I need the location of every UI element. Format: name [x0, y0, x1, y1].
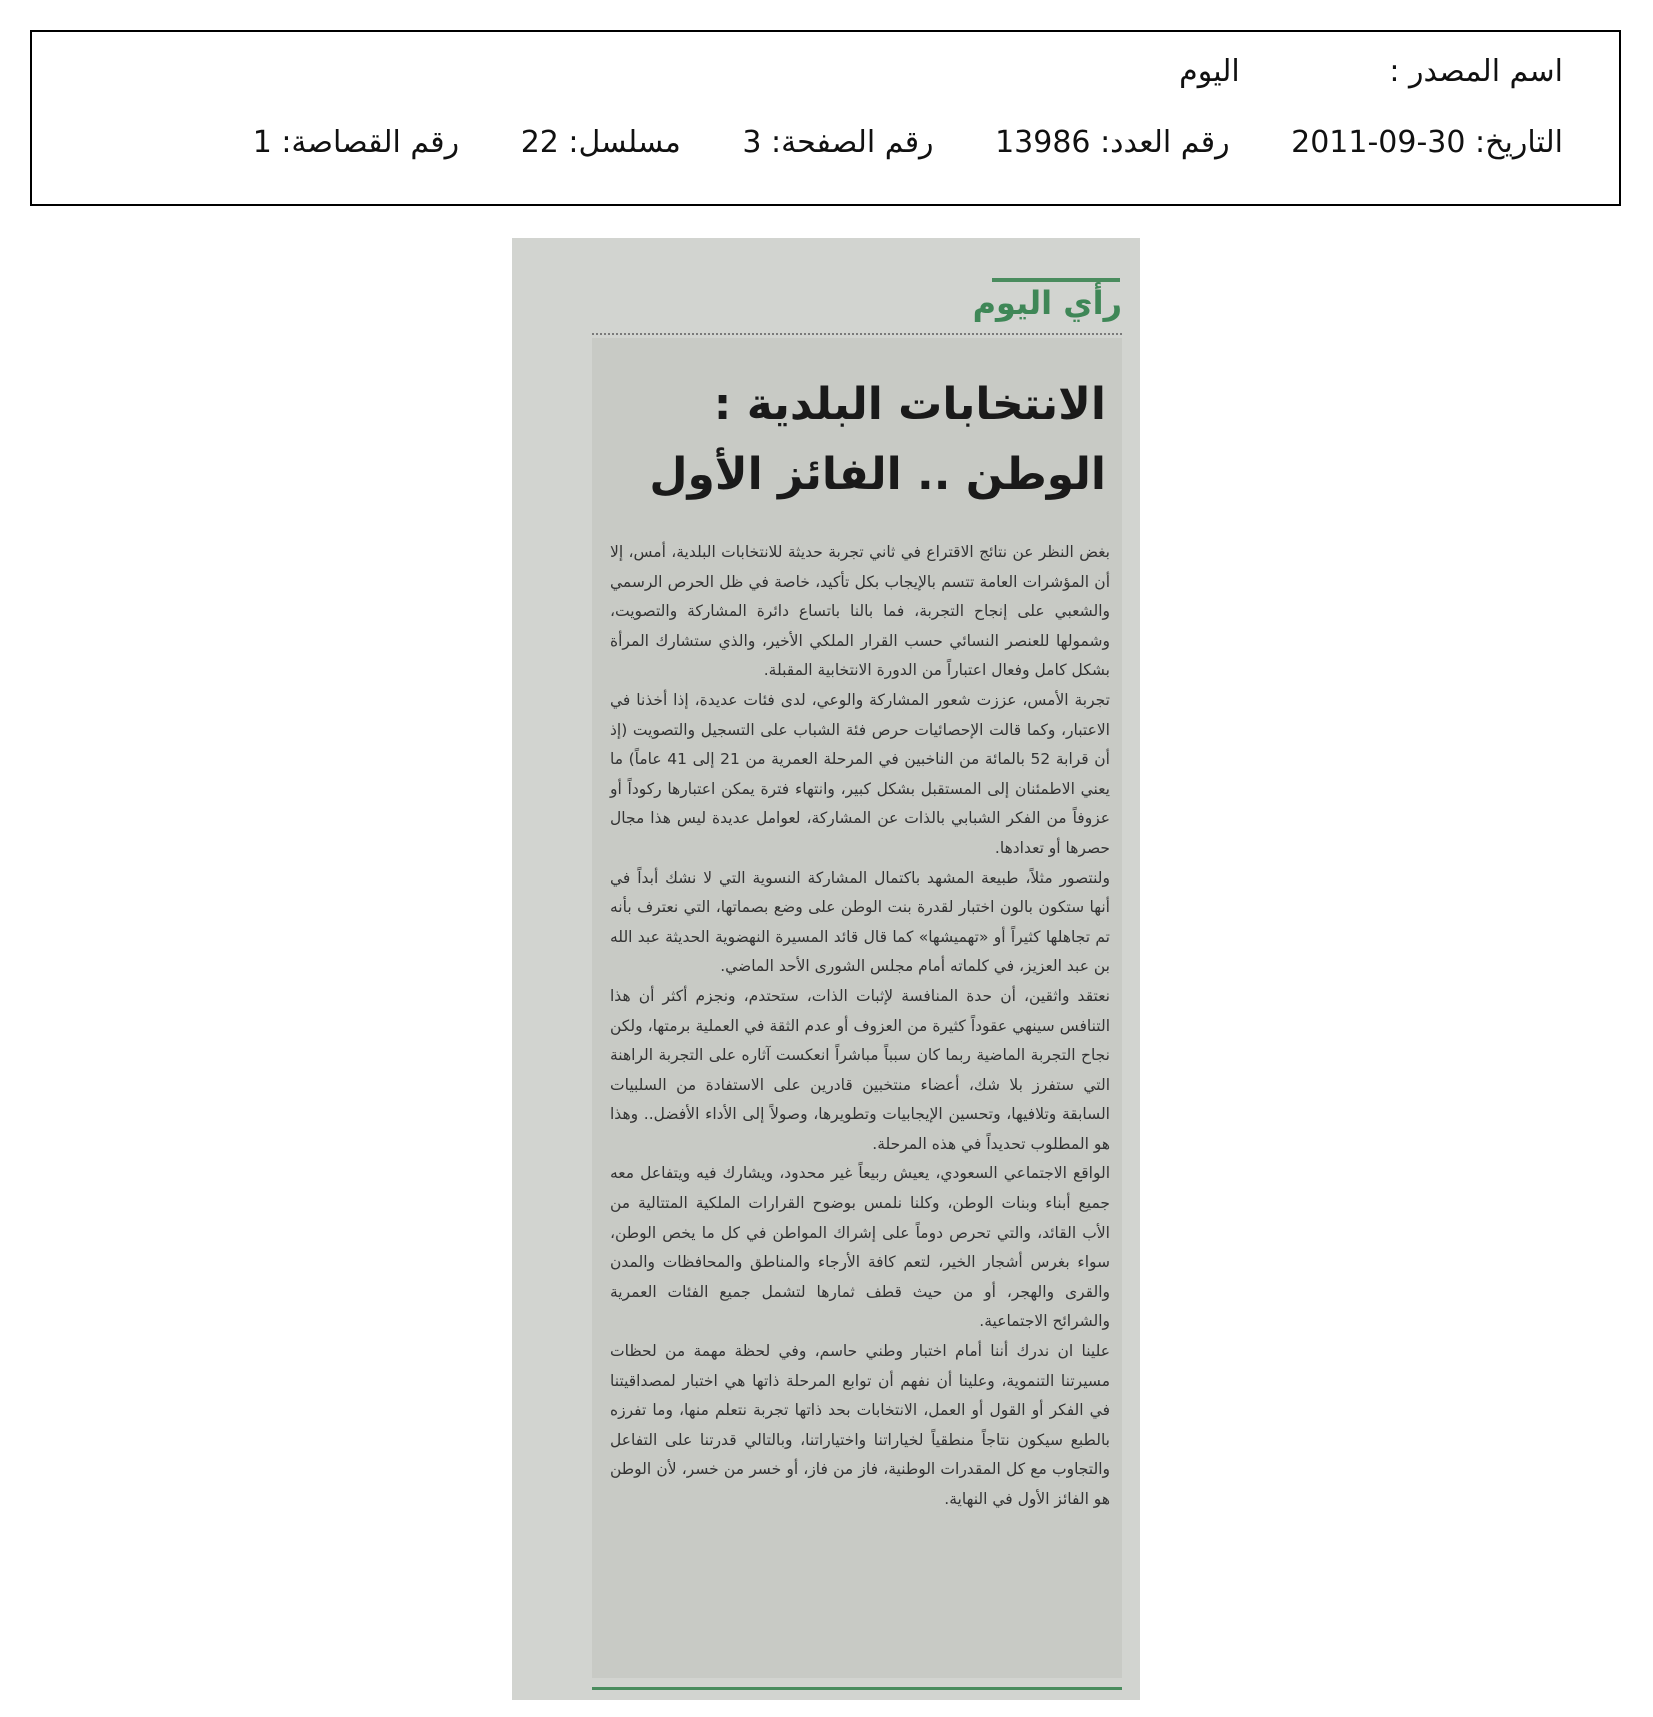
serial-field: [521, 125, 681, 160]
article-body: [610, 538, 1110, 1515]
clip-label: رقم القصاصة:: [281, 125, 460, 160]
page-label: رقم الصفحة:: [770, 125, 934, 160]
issue-field: [995, 125, 1229, 160]
article-paragraph: نعتقد واثقين، أن حدة المنافسة لإثبات الذات، ستحتدم، ونجزم أكثر أن هذا التنافس سينهي عقوداً كثيرة من العزوف أو عدم الثقة في العملية برمتها، ولكن نجاح التجربة الماضية ربما كان سبباً مباشراً انعكست آثاره على التجربة الراهنة التي ستفرز بلا شك، أعضاء منتخبين قادرين على الاستفادة من السلبيات السابقة وتلافيها، وتحسين الإيجابيات وتطويرها، وصولاً إلى الأداء الأفضل.. وهذا هو المطلوب تحديداً في هذه المرحلة.: [610, 986, 1110, 1153]
serial-value: 22: [520, 125, 559, 160]
source-value: اليوم: [1179, 54, 1240, 89]
clip-field: [253, 125, 459, 160]
article-paragraph: تجربة الأمس، عززت شعور المشاركة والوعي، لدى فئات عديدة، إذا أخذنا في الاعتبار، وكما قالت الإحصائيات حرص فئة الشباب على التسجيل والتصويت (إذ أن قرابة 52 بالمائة من الناخبين في المرحلة العمرية من 21 إلى 41 عاماً) ما يعني الاطمئنان إلى المستقبل بشكل كبير، وانتهاء فترة يمكن اعتبارها ركوداً أو عزوفاً من الفكر الشبابي بالذات عن المشاركة، لعوامل عديدة ليس هذا مجال حصرها أو تعدادها.: [610, 690, 1110, 857]
newspaper-clipping: [512, 238, 1140, 1700]
article-paragraph: ولنتصور مثلاً، طبيعة المشهد باكتمال المشاركة النسوية التي لا نشك أبداً في أنها ستكون بالون اختبار لقدرة بنت الوطن على وضع بصماتها، التي نعترف بأنه تم تجاهلها كثيراً أو «تهميشها» كما قال قائد المسيرة النهضوية الحديثة عبد الله بن عبد العزيز، في كلماته أمام مجلس الشورى الأحد الماضي.: [610, 868, 1110, 976]
metadata-box: [30, 30, 1621, 206]
article-paragraph: علينا ان ندرك أننا أمام اختبار وطني حاسم، وفي لحظة مهمة من لحظات مسيرتنا التنموية، وعلينا أن نفهم أن توابع المرحلة ذاتها هي اختبار لمصداقيتنا في الفكر أو القول أو العمل، الانتخابات بحد ذاتها تجربة نتعلم منها، وما تفرزه بالطبع سيكون نتاجاً منطقياً لخياراتنا واختياراتنا، وبالتالي قدرتنا على التفاعل والتجاوب مع كل المقدرات الوطنية، فاز من فاز، أو خسر من خسر، لأن الوطن هو الفائز الأول في النهاية.: [610, 1342, 1110, 1508]
source-field: [1179, 54, 1563, 89]
metadata-line-details: [253, 125, 1563, 160]
clip-value: 1: [252, 125, 272, 160]
page-field: [742, 125, 933, 160]
dotted-divider: [592, 333, 1122, 335]
article-headline: [636, 370, 1106, 510]
headline-line-2: الوطن .. الفائز الأول: [649, 449, 1106, 500]
date-field: [1291, 125, 1563, 160]
section-label: رأي اليوم: [972, 284, 1122, 322]
source-label: اسم المصدر :: [1389, 54, 1563, 89]
headline-line-1: الانتخابات البلدية :: [713, 379, 1106, 430]
issue-value: 13986: [995, 125, 1091, 160]
date-label: التاريخ:: [1475, 125, 1563, 160]
date-value: 2011-09-30: [1291, 125, 1466, 160]
bottom-rule: [592, 1687, 1122, 1690]
metadata-line-source: [1179, 54, 1563, 89]
article-paragraph: الواقع الاجتماعي السعودي، يعيش ربيعاً غير محدود، ويشارك فيه ويتفاعل معه جميع أبناء وبنات الوطن، وكلنا نلمس بوضوح القرارات الملكية المتتالية من الأب القائد، والتي تحرص دوماً على إشراك المواطن في كل ما يخص الوطن، سواء بغرس أشجار الخير، لتعم كافة الأرجاء والمناطق والمحافظات والمدن والقرى والهجر، أو من حيث قطف ثمارها لتشمل جميع الفئات العمرية والشرائح الاجتماعية.: [610, 1164, 1110, 1331]
issue-label: رقم العدد:: [1100, 125, 1230, 160]
article-paragraph: بغض النظر عن نتائج الاقتراع في ثاني تجربة حديثة للانتخابات البلدية، أمس، إلا أن المؤشرات العامة تتسم بالإيجاب بكل تأكيد، خاصة في ظل الحرص الرسمي والشعبي على إنجاح التجربة، فما بالنا باتساع دائرة المشاركة والتصويت، وشمولها للعنصر النسائي حسب القرار الملكي الأخير، والذي ستشارك المرأة بشكل كامل وفعال اعتباراً من الدورة الانتخابية المقبلة.: [610, 543, 1110, 680]
serial-label: مسلسل:: [568, 125, 681, 160]
page-value: 3: [742, 125, 762, 160]
section-rule: [992, 278, 1120, 282]
